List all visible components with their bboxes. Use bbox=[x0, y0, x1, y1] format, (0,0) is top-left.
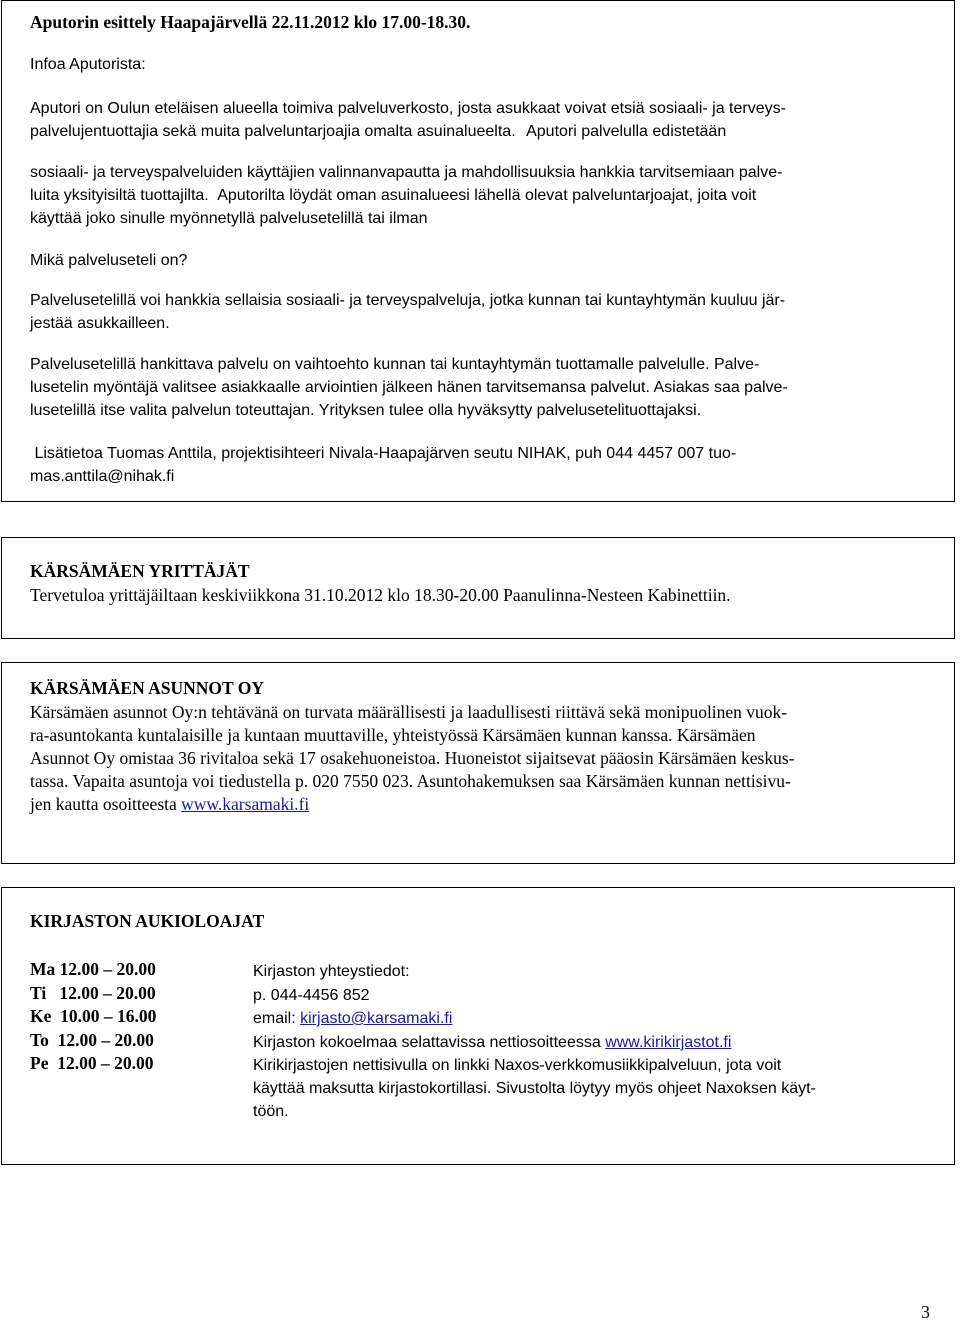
yrittajat-text: Tervetuloa yrittäjäiltaan keskiviikkona 31.10.2012 klo 18.30-20.00 Paanulinna-Nesteen Kabinettiin. bbox=[30, 585, 731, 605]
hours-monday: Ma 12.00 – 20.00 bbox=[30, 959, 156, 979]
kirjasto-email-row bbox=[253, 1007, 930, 1030]
aputori-para2-line2b: Aputorilta löydät oman asuinalueesi lähellä olevat palveluntarjoajat, joita voit bbox=[217, 187, 757, 204]
aputori-box bbox=[1, 0, 955, 502]
hours-wednesday: Ke 10.00 – 16.00 bbox=[30, 1006, 157, 1026]
aputori-title: Aputorin esittely Haapajärvellä 22.11.2012 klo 17.00-18.30. bbox=[30, 12, 471, 32]
asunnot-title: KÄRSÄMÄEN ASUNNOT OY bbox=[30, 678, 265, 698]
hours-thursday: To 12.00 – 20.00 bbox=[30, 1030, 154, 1050]
asunnot-line5 bbox=[30, 793, 936, 816]
kirjasto-title: KIRJASTON AUKIOLOAJAT bbox=[30, 911, 265, 931]
aputori-para1-line2a: palvelujentuottajia sekä muita palveluntarjoajia omalta asuinalueelta. bbox=[30, 123, 516, 140]
kirikirjastot-link[interactable]: www.kirikirjastot.fi bbox=[605, 1034, 732, 1051]
asunnot-box bbox=[1, 662, 955, 864]
kirjasto-collection-prefix: Kirjaston kokoelmaa selattavissa nettiosoitteessa bbox=[253, 1034, 606, 1051]
kirjasto-box bbox=[1, 887, 955, 1165]
hours-friday: Pe 12.00 – 20.00 bbox=[30, 1053, 154, 1073]
aputori-para2-line2 bbox=[30, 184, 936, 207]
aputori-contact-line1: Lisätietoa Tuomas Anttila, projektisihteeri Nivala-Haapajärven seutu NIHAK, puh 044 4457 007 tuo- bbox=[30, 445, 737, 462]
yrittajat-box bbox=[1, 537, 955, 639]
kirjasto-naxos-line1: Kirikirjastojen nettisivulla on linkki Naxos-verkkomusiikkipalveluun, jota voit bbox=[253, 1057, 782, 1074]
aputori-para3-line2: jestää asukkailleen. bbox=[30, 315, 170, 332]
kirjasto-contacts-label: Kirjaston yhteystiedot: bbox=[253, 963, 410, 980]
aputori-info-heading: Infoa Aputorista: bbox=[30, 56, 146, 73]
page-number: 3 bbox=[921, 1302, 930, 1322]
aputori-para1-line1: Aputori on Oulun eteläisen alueella toimiva palveluverkosto, josta asukkaat voivat etsiä sosiaali- ja terveys- bbox=[30, 100, 786, 117]
aputori-question: Mikä palveluseteli on? bbox=[30, 252, 188, 269]
asunnot-line4: tassa. Vapaita asuntoja voi tiedustella p. 020 7550 023. Asuntohakemuksen saa Kärsämäen kunnan nettisivu- bbox=[30, 771, 791, 791]
hours-tuesday: Ti 12.00 – 20.00 bbox=[30, 983, 156, 1003]
asunnot-line5-prefix: jen kautta osoitteesta bbox=[30, 794, 182, 814]
kirjasto-email-link[interactable]: kirjasto@karsamaki.fi bbox=[300, 1010, 453, 1027]
aputori-para2-line2a: luita yksityisiltä tuottajilta. bbox=[30, 187, 209, 204]
kirjasto-phone: p. 044-4456 852 bbox=[253, 987, 370, 1004]
aputori-contact-line2: mas.anttila@nihak.fi bbox=[30, 468, 175, 485]
kirjasto-naxos-line3: töön. bbox=[253, 1103, 289, 1120]
aputori-para2-line3: käyttää joko sinulle myönnetyllä palvelusetelillä tai ilman bbox=[30, 210, 428, 227]
asunnot-line1: Kärsämäen asunnot Oy:n tehtävänä on turvata määrällisesti ja laadullisesti riittävä sekä monipuolinen vuok- bbox=[30, 702, 788, 722]
karsamaki-link[interactable]: www.karsamaki.fi bbox=[181, 794, 310, 814]
yrittajat-title: KÄRSÄMÄEN YRITTÄJÄT bbox=[30, 561, 250, 581]
asunnot-line2: ra-asuntokanta kuntalaisille ja kuntaan muuttaville, yhteistyössä Kärsämäen kunnan kanssa. Kärsämäen bbox=[30, 725, 756, 745]
aputori-para4-line3: lusetelillä itse valita palvelun toteuttajan. Yrityksen tulee olla hyväksytty palvelusetelituottajaksi. bbox=[30, 402, 702, 419]
aputori-para4-line1: Palvelusetelillä hankittava palvelu on vaihtoehto kunnan tai kuntayhtymän tuottamalle palvelulle. Palve- bbox=[30, 356, 760, 373]
aputori-para1-line2 bbox=[30, 120, 936, 143]
kirjasto-naxos-line2: käyttää maksutta kirjastokortillasi. Sivustolta löytyy myös ohjeet Naxoksen käyt- bbox=[253, 1080, 816, 1097]
aputori-para4-line2: lusetelin myöntäjä valitsee asiakkaalle arviointien jälkeen hänen tarvitsemansa palvelut. Asiakas saa palve- bbox=[30, 379, 788, 396]
kirjasto-collection-row bbox=[253, 1031, 930, 1054]
aputori-para3-line1: Palvelusetelillä voi hankkia sellaisia sosiaali- ja terveyspalveluja, jotka kunnan tai kuntayhtymän kuuluu jär- bbox=[30, 292, 786, 309]
kirjasto-email-prefix: email: bbox=[253, 1010, 301, 1027]
aputori-para2-line1: sosiaali- ja terveyspalveluiden käyttäjien valinnanvapautta ja mahdollisuuksia hankkia tarvitsemiaan palve- bbox=[30, 164, 783, 181]
aputori-para1-line2b: Aputori palvelulla edistetään bbox=[526, 123, 727, 140]
asunnot-line3: Asunnot Oy omistaa 36 rivitaloa sekä 17 osakehuoneistoa. Huoneistot sijaitsevat pääosin Kärsämäen keskus- bbox=[30, 748, 795, 768]
